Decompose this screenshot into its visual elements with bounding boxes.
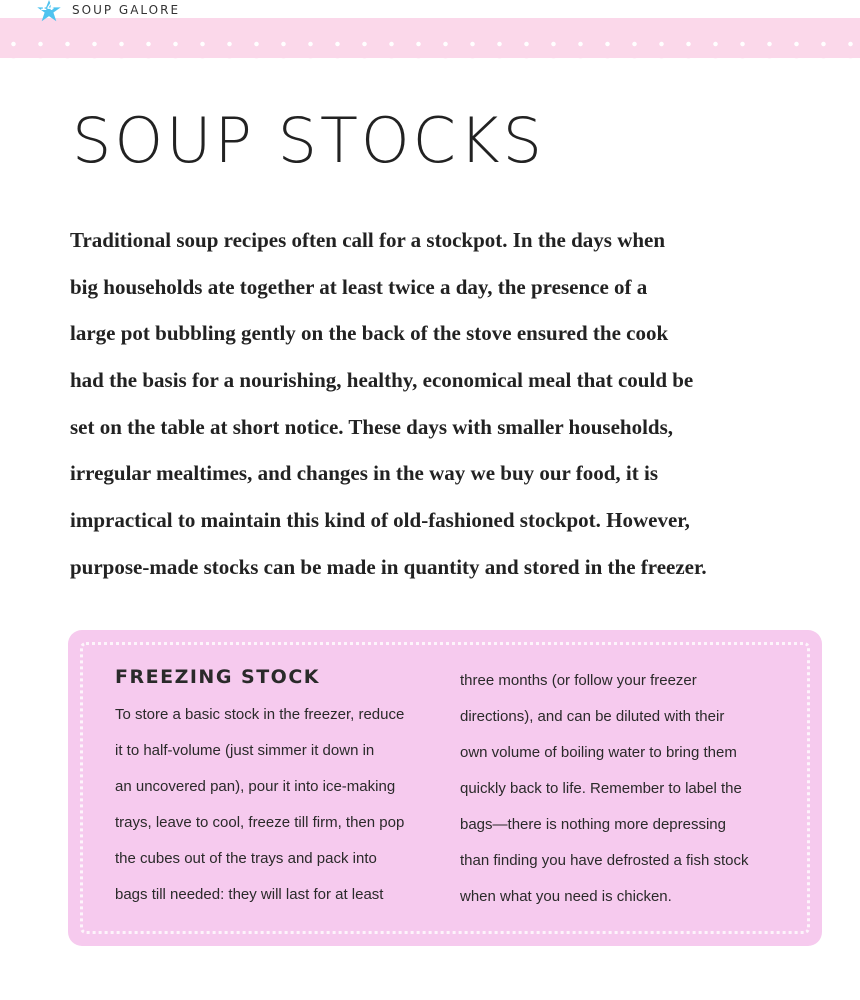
sidebar-line: bags till needed: they will last for at least: [115, 886, 384, 903]
header-band-scallop: [0, 50, 860, 60]
page-number: 14: [40, 2, 54, 13]
sidebar-left-column: [115, 706, 445, 922]
header-band-dots: [0, 40, 860, 48]
sidebar-line: the cubes out of the trays and pack into: [115, 850, 377, 867]
intro-line: irregular mealtimes, and changes in the way we buy our food, it is: [70, 461, 659, 486]
intro-line: impractical to maintain this kind of old-fashioned stockpot. However,: [70, 508, 690, 533]
sidebar-line: when what you need is chicken.: [460, 888, 672, 905]
sidebar-line: To store a basic stock in the freezer, reduce: [115, 706, 405, 723]
sidebar-line: an uncovered pan), pour it into ice-making: [115, 778, 396, 795]
intro-line: Traditional soup recipes often call for a stockpot. In the days when: [70, 228, 666, 252]
sidebar-line: trays, leave to cool, freeze till firm, then pop: [115, 814, 405, 831]
sidebar-line: it to half-volume (just simmer it down in: [115, 742, 375, 759]
sidebar-line: own volume of boiling water to bring them: [460, 744, 737, 761]
sidebar-line: bags—there is nothing more depressing: [460, 816, 726, 833]
page-title: SOUP STOCKS: [72, 104, 545, 177]
sidebar-line: quickly back to life. Remember to label the: [460, 780, 742, 797]
sidebar-heading: FREEZING STOCK: [115, 666, 320, 688]
running-title: SOUP GALORE: [72, 3, 181, 17]
sidebar-line: three months (or follow your freezer: [460, 672, 697, 689]
intro-line: set on the table at short notice. These days with smaller households,: [70, 414, 674, 439]
sidebar-line: directions), and can be diluted with their: [460, 708, 725, 725]
intro-line: had the basis for a nourishing, healthy, economical meal that could be: [70, 368, 694, 393]
freezing-stock-sidebar: [68, 630, 822, 946]
intro-line: large pot bubbling gently on the back of the stove ensured the cook: [70, 321, 669, 346]
sidebar-right-column: [460, 672, 800, 924]
intro-paragraph: [70, 228, 840, 602]
intro-line: big households ate together at least twice a day, the presence of a: [70, 274, 648, 299]
sidebar-line: than finding you have defrosted a fish stock: [460, 852, 749, 869]
intro-line: purpose-made stocks can be made in quantity and stored in the freezer.: [70, 554, 707, 579]
